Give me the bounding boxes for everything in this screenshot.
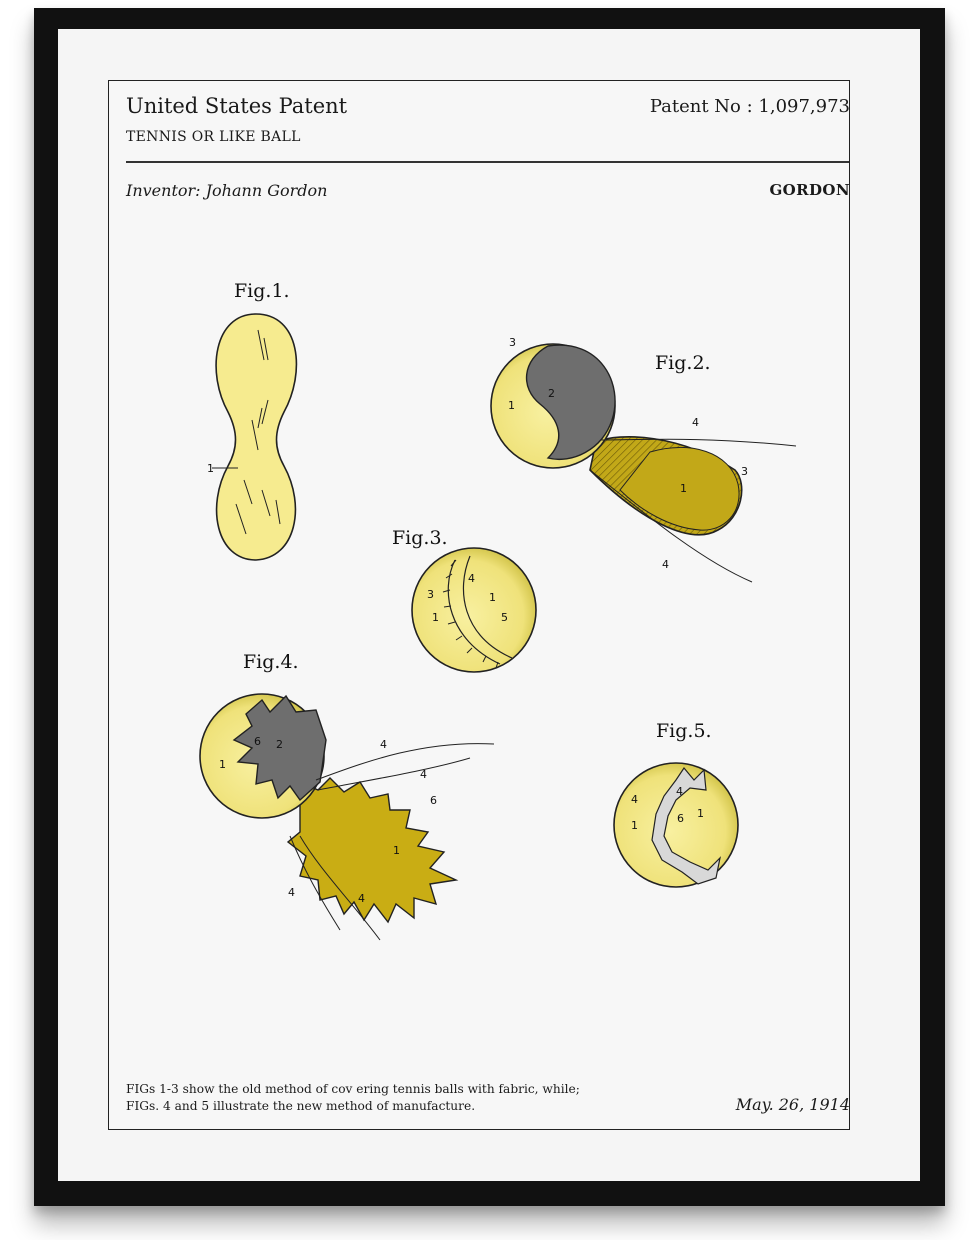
fig2-label: Fig.2. [655,352,711,374]
fig2-ref-3b: 3 [741,465,748,478]
fig3-ref-3: 3 [427,588,434,601]
figure-note-line2: FIGs. 4 and 5 illustrate the new method of manufacture. [126,1099,476,1113]
fig3-ref-5: 5 [501,611,508,624]
fig2-ref-4b: 4 [662,558,669,571]
fig1-ref-1: 1 [207,462,214,475]
fig1-label: Fig.1. [234,280,290,302]
inventor: Inventor: Johann Gordon [126,181,328,200]
fig3-ref-1b: 1 [489,591,496,604]
fig2-ref-1b: 1 [680,482,687,495]
fig4-ref-1b: 1 [393,844,400,857]
inventor-surname: GORDON [769,181,850,199]
fig4-ref-4c: 4 [288,886,295,899]
fig4-ref-2: 2 [276,738,283,751]
fig4-ref-6b: 6 [430,794,437,807]
fig5-ref-6: 6 [677,812,684,825]
fig2-ref-4a: 4 [692,416,699,429]
fig3-ref-1a: 1 [432,611,439,624]
figure-note-line1: FIGs 1-3 show the old method of cov ering tennis balls with fabric, while; [126,1082,580,1096]
fig5-ref-1b: 1 [697,807,704,820]
figure-2 [491,336,796,582]
fig3-ball [412,548,536,672]
fig1-dumbbell-strip [216,314,296,560]
fig4-ref-1a: 1 [219,758,226,771]
figure-4 [200,651,494,940]
fig5-label: Fig.5. [656,720,712,742]
fig2-ref-3a: 3 [509,336,516,349]
fig4-ref-4a: 4 [380,738,387,751]
patent-number: Patent No : 1,097,973 [649,96,850,117]
fig2-ref-2: 2 [548,387,555,400]
fig3-ref-4: 4 [468,572,475,585]
patent-date: May. 26, 1914 [735,1095,850,1114]
fig5-ref-1a: 1 [631,819,638,832]
figure-3 [392,527,536,672]
fig5-ref-4b: 4 [631,793,638,806]
fig4-ref-4b: 4 [420,768,427,781]
fig2-ref-1a: 1 [508,399,515,412]
figure-1 [207,280,296,560]
fig5-ref-4a: 4 [676,785,683,798]
figure-5 [614,720,738,887]
fig4-ref-4d: 4 [358,892,365,905]
fig4-label: Fig.4. [243,651,299,673]
fig3-label: Fig.3. [392,527,448,549]
fig4-ref-6a: 6 [254,735,261,748]
patent-title: United States Patent [126,94,348,118]
figure-note [126,1081,580,1115]
patent-subtitle: TENNIS OR LIKE BALL [126,129,301,145]
